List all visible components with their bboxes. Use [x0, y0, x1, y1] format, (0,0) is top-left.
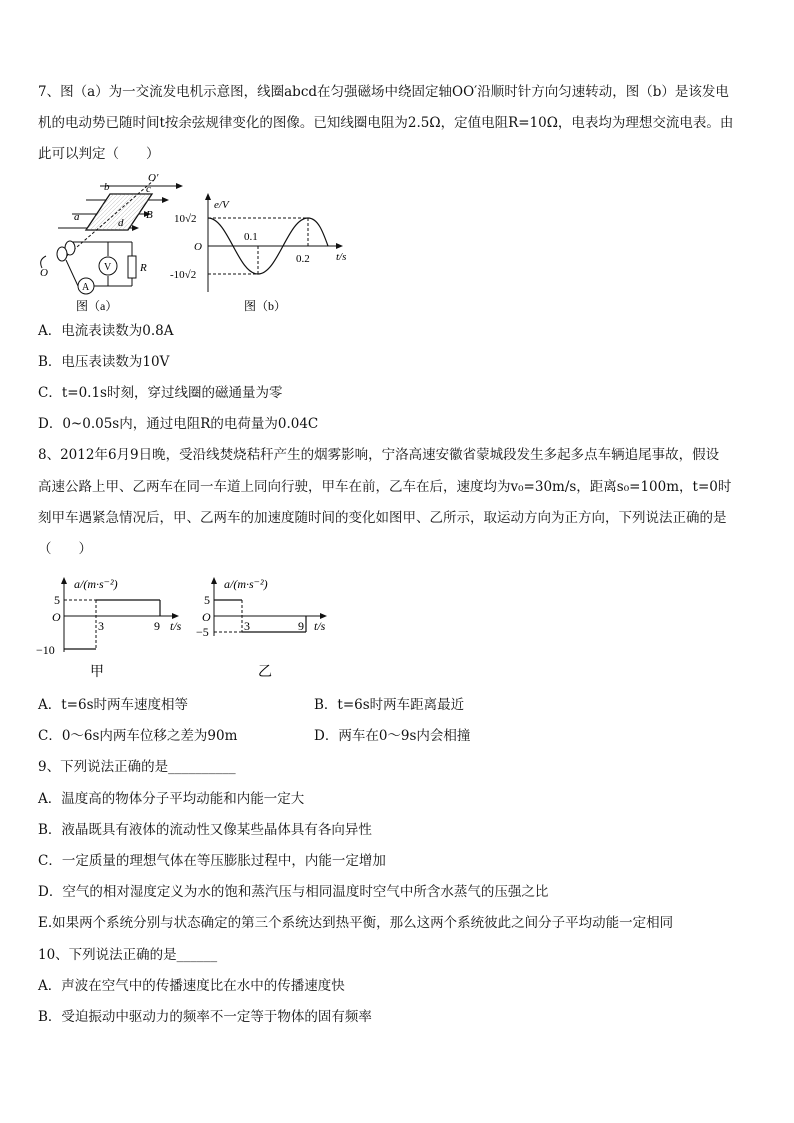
q9-option-b: B．液晶既具有液体的流动性又像某些晶体具有各向异性 [38, 822, 372, 838]
label-o-prime: O′ [148, 172, 159, 184]
yi-y-bottom: −5 [196, 625, 209, 639]
yi-xlabel: t/s [314, 619, 326, 633]
q7-option-b: B．电压表读数为10V [38, 354, 170, 370]
q9-stem: 9、下列说法正确的是__________ [38, 759, 236, 775]
jia-y-bottom: −10 [36, 643, 55, 657]
emf-ylabel: e/V [214, 199, 229, 211]
emf-ymax: 10√2 [174, 213, 197, 225]
fig-a-caption: 图（a） [76, 299, 118, 313]
label-o: O [40, 267, 48, 279]
q9-option-c: C．一定质量的理想气体在等压膨胀过程中，内能一定增加 [38, 853, 386, 869]
yi-ylabel: a/(m·s⁻²) [224, 577, 268, 591]
q8-option-a: A．t=6s时两车速度相等 [38, 697, 189, 713]
jia-xlabel: t/s [170, 619, 182, 633]
emf-xlabel: t/s [336, 251, 347, 263]
q9-option-d: D．空气的相对湿度定义为水的饱和蒸汽压与相同温度时空气中所含水蒸气的压强之比 [38, 884, 549, 900]
voltmeter-label: V [104, 262, 112, 273]
q8-option-b: B．t=6s时两车距离最近 [314, 697, 465, 713]
jia-origin: O [52, 610, 61, 624]
q9-option-a: A．温度高的物体分子平均动能和内能一定大 [38, 791, 305, 807]
q7-stem-line-3: 此可以判定（ ） [38, 146, 160, 162]
q8-stem-line-2: 高速公路上甲、乙两车在同一车道上同向行驶，甲车在前，乙车在后，速度均为v₀=30m/s，距离s₀=100m，t=0时 [38, 479, 732, 495]
label-a: a [74, 211, 80, 223]
emf-graph [168, 192, 358, 318]
yi-caption: 乙 [258, 665, 272, 680]
fig-b-caption: 图（b） [244, 299, 287, 313]
label-d: d [118, 217, 124, 229]
emf-ymin: -10√2 [170, 269, 197, 281]
q8-stem-line-4: （ ） [38, 541, 92, 557]
q7-stem-line-1: 7、图（a）为一交流发电机示意图，线圈abcd在匀强磁场中绕固定轴OO′沿顺时针方向匀速转动，图（b）是该发电 [38, 84, 729, 100]
q10-option-b: B．受迫振动中驱动力的频率不一定等于物体的固有频率 [38, 1009, 372, 1025]
q8-option-d: D．两车在0～9s内会相撞 [314, 728, 471, 744]
q9-option-e: E.如果两个系统分别与状态确定的第三个系统达到热平衡，那么这两个系统彼此之间分子平均动能一定相同 [38, 915, 674, 931]
ammeter-label: A [82, 282, 90, 293]
q7-option-d: D．0~0.05s内，通过电阻R的电荷量为0.04C [38, 416, 319, 432]
yi-t-a: 3 [244, 619, 250, 633]
jia-caption: 甲 [90, 665, 104, 680]
q8-stem-line-3: 刻甲车遇紧急情况后，甲、乙两车的加速度随时间的变化如图甲、乙所示，取运动方向为正方向，下列说法正确的是 [38, 510, 727, 526]
label-b: b [104, 181, 110, 193]
accel-graph-yi [192, 572, 352, 684]
q10-stem: 10、下列说法正确的是______ [38, 947, 218, 963]
accel-graph-jia [34, 572, 204, 684]
yi-origin: O [202, 610, 211, 624]
jia-y-top: 5 [54, 593, 60, 607]
resistor-label: R [140, 262, 147, 274]
label-c: c [146, 183, 151, 195]
generator-diagram [36, 172, 186, 318]
yi-t-b: 9 [298, 619, 304, 633]
jia-t-a: 3 [98, 619, 104, 633]
q8-stem-line-1: 8、2012年6月9日晚，受沿线焚烧秸秆产生的烟雾影响，宁洛高速安徽省蒙城段发生多起多点车辆追尾事故，假设 [38, 447, 720, 463]
q7-option-c: C．t=0.1s时刻，穿过线圈的磁通量为零 [38, 385, 283, 401]
q8-option-c: C．0～6s内两车位移之差为90m [38, 728, 238, 744]
q7-option-a: A．电流表读数为0.8A [38, 323, 174, 339]
yi-y-top: 5 [204, 593, 210, 607]
emf-origin: O [194, 241, 202, 253]
label-field-b: B [146, 209, 153, 221]
jia-ylabel: a/(m·s⁻²) [74, 577, 118, 591]
q7-stem-line-2: 机的电动势已随时间t按余弦规律变化的图像。已知线圈电阻为2.5Ω，定值电阻R=10Ω，电表均为理想交流电表。由 [38, 115, 734, 131]
emf-t2: 0.2 [296, 253, 310, 265]
emf-t1: 0.1 [244, 231, 258, 243]
jia-t-b: 9 [154, 619, 160, 633]
q10-option-a: A．声波在空气中的传播速度比在水中的传播速度快 [38, 978, 345, 994]
